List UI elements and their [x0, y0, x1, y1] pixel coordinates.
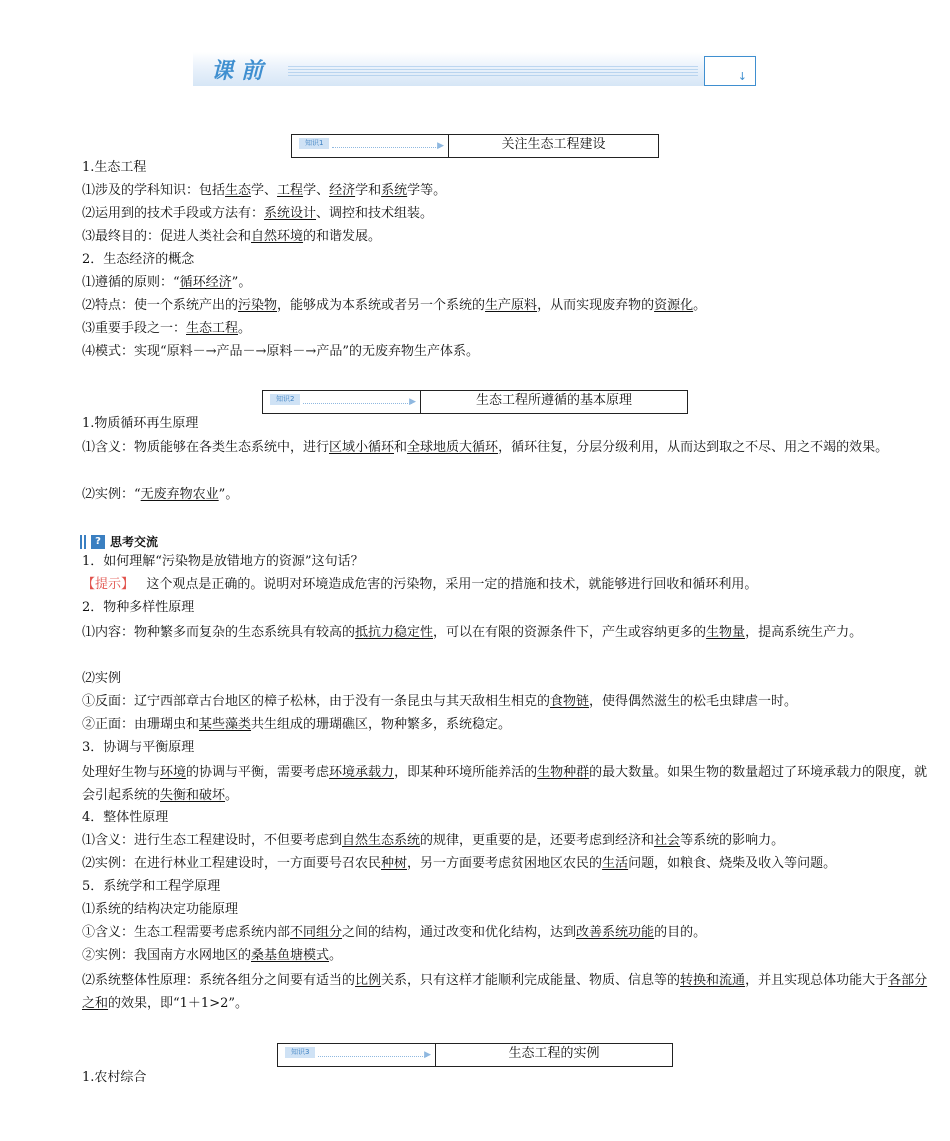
answer: 种树 — [381, 856, 408, 871]
arrow-down-icon: ↓ — [737, 70, 747, 83]
heading: 2．物种多样性原理 — [82, 600, 195, 615]
answer: 抵抗力稳定性 — [355, 625, 434, 640]
answer: 不同组分 — [290, 925, 343, 940]
paragraph: 处理好生物与环境的协调与平衡，需要考虑环境承载力，即某种环境所能养活的生物种群的最大数量。如果生物的数量超过了环境承载力的限度，就会引起系统的失衡和破坏。 — [82, 765, 928, 803]
text-line: ⑵实例 — [82, 671, 122, 686]
answer: 转换和流通 — [680, 973, 746, 988]
answer: 各部分之和 — [82, 973, 928, 1011]
text-line: ①反面：辽宁西部章古台地区的樟子松林，由于没有一条昆虫与其天敌相生相克的食物链，使得偶然滋生的松毛虫肆虐一时。 — [82, 694, 798, 709]
heading: 1.生态工程 — [82, 160, 147, 175]
text-line: ⑴含义：进行生态工程建设时，不但要考虑到自然生态系统的规律，更重要的是，还要考虑到经济和社会等系统的影响力。 — [82, 833, 785, 848]
question: 1．如何理解“污染物是放错地方的资源”这句话？ — [82, 554, 364, 569]
answer: 污染物 — [238, 298, 278, 313]
think-exchange-header — [80, 533, 158, 550]
answer: 生态工程 — [186, 321, 239, 336]
hint-label: 【提示】 — [82, 577, 135, 592]
answer: 经济 — [329, 183, 356, 198]
text-line: ⑴遵循的原则：“循环经济”。 — [82, 275, 252, 290]
banner-decoration — [288, 66, 698, 76]
answer: 食物链 — [550, 694, 590, 709]
paragraph: ⑵系统整体性原理：系统各组分之间要有适当的比例关系，只有这样才能顺利完成能量、物质、信息等的转换和流通，并且实现总体功能大于各部分之和的效果，即“1＋1>2”。 — [82, 973, 928, 1011]
section-title: 生态工程所遵循的基本原理 — [475, 393, 632, 408]
answer: 失衡和破坏 — [160, 788, 226, 803]
knowledge-tag: 知识3 — [285, 1047, 315, 1058]
lesson-banner — [193, 52, 756, 86]
answer: 生产原料 — [485, 298, 538, 313]
answer: 比例 — [355, 973, 382, 988]
knowledge-tag: 知识2 — [270, 394, 300, 405]
heading: 5．系统学和工程学原理 — [82, 879, 221, 894]
heading: 1.农村综合 — [82, 1070, 147, 1085]
answer: 生活 — [602, 856, 629, 871]
answer: 区域小循环 — [329, 440, 395, 455]
section-header-2 — [262, 390, 688, 414]
heading: 4．整体性原理 — [82, 810, 169, 825]
answer: 自然环境 — [251, 229, 304, 244]
answer: 循环经济 — [179, 275, 232, 290]
arrow-right-icon: ▶ — [409, 397, 416, 407]
answer: 改善系统功能 — [576, 925, 655, 940]
arrow-right-icon: ▶ — [424, 1050, 431, 1060]
text-line: ⑷模式：实现“原料－→产品－→原料－→产品”的无废弃物生产体系。 — [82, 344, 479, 359]
answer: 全球地质大循环 — [407, 440, 499, 455]
section-title: 生态工程的实例 — [508, 1046, 600, 1061]
text-line: ⑶重要手段之一：生态工程。 — [82, 321, 252, 336]
text-line: ①含义：生态工程需要考虑系统内部不同组分之间的结构，通过改变和优化结构，达到改善系统功能的目的。 — [82, 925, 707, 940]
arrow-right-icon: ▶ — [437, 141, 444, 151]
answer: 环境 — [160, 765, 187, 780]
answer: 系统设计 — [264, 206, 317, 221]
answer: 生物种群 — [537, 765, 590, 780]
knowledge-tag: 知识1 — [299, 138, 329, 149]
answer: 环境承载力 — [329, 765, 395, 780]
banner-title: 课前 — [211, 59, 272, 84]
answer: 生物量 — [706, 625, 746, 640]
heading: 3．协调与平衡原理 — [82, 740, 195, 755]
text-line: ⑴系统的结构决定功能原理 — [82, 902, 239, 917]
text-line: ②实例：我国南方水网地区的桑基鱼塘模式。 — [82, 948, 343, 963]
answer: 无废弃物农业 — [140, 487, 219, 502]
answer: 社会 — [654, 833, 681, 848]
heading: 1.物质循环再生原理 — [82, 416, 199, 431]
answer: 某些藻类 — [199, 717, 252, 732]
section-header-1 — [291, 134, 659, 158]
text-line: ⑴涉及的学科知识：包括生态学、工程学、经济学和系统学等。 — [82, 183, 447, 198]
text-line: ⑵实例：“无废弃物农业”。 — [82, 487, 239, 502]
think-label: 思考交流 — [110, 535, 159, 549]
answer: 桑基鱼塘模式 — [251, 948, 330, 963]
text-line: ⑵特点：使一个系统产出的污染物，能够成为本系统或者另一个系统的生产原料，从而实现废弃物的资源化。 — [82, 298, 707, 313]
answer: 生态 — [225, 183, 252, 198]
answer: 工程 — [277, 183, 304, 198]
question-icon: ? — [91, 535, 105, 549]
answer: 自然生态系统 — [342, 833, 421, 848]
answer: 资源化 — [654, 298, 694, 313]
section-header-3 — [277, 1043, 673, 1067]
answer: 系统 — [381, 183, 408, 198]
text-line: ⑵实例：在进行林业工程建设时，一方面要号召农民种树，另一方面要考虑贫困地区农民的生活问题，如粮食、烧柴及收入等问题。 — [82, 856, 837, 871]
text-line: ⑶最终目的：促进人类社会和自然环境的和谐发展。 — [82, 229, 382, 244]
text-line: ②正面：由珊瑚虫和某些藻类共生组成的珊瑚礁区，物种繁多，系统稳定。 — [82, 717, 512, 732]
paragraph: ⑴含义：物质能够在各类生态系统中，进行区域小循环和全球地质大循环，循环往复，分层分级利用，从而达到取之不尽、用之不竭的效果。 — [82, 440, 889, 455]
text-line: ⑵运用到的技术手段或方法有：系统设计、调控和技术组装。 — [82, 206, 434, 221]
banner-box — [704, 56, 756, 86]
section-title: 关注生态工程建设 — [501, 137, 606, 152]
paragraph: ⑴内容：物种繁多而复杂的生态系统具有较高的抵抗力稳定性，可以在有限的资源条件下，产生或容纳更多的生物量，提高系统生产力。 — [82, 625, 863, 640]
heading: 2．生态经济的概念 — [82, 252, 195, 267]
hint-line: 【提示】 这个观点是正确的。说明对环境造成危害的污染物，采用一定的措施和技术，就能够进行回收和循环利用。 — [82, 577, 758, 592]
